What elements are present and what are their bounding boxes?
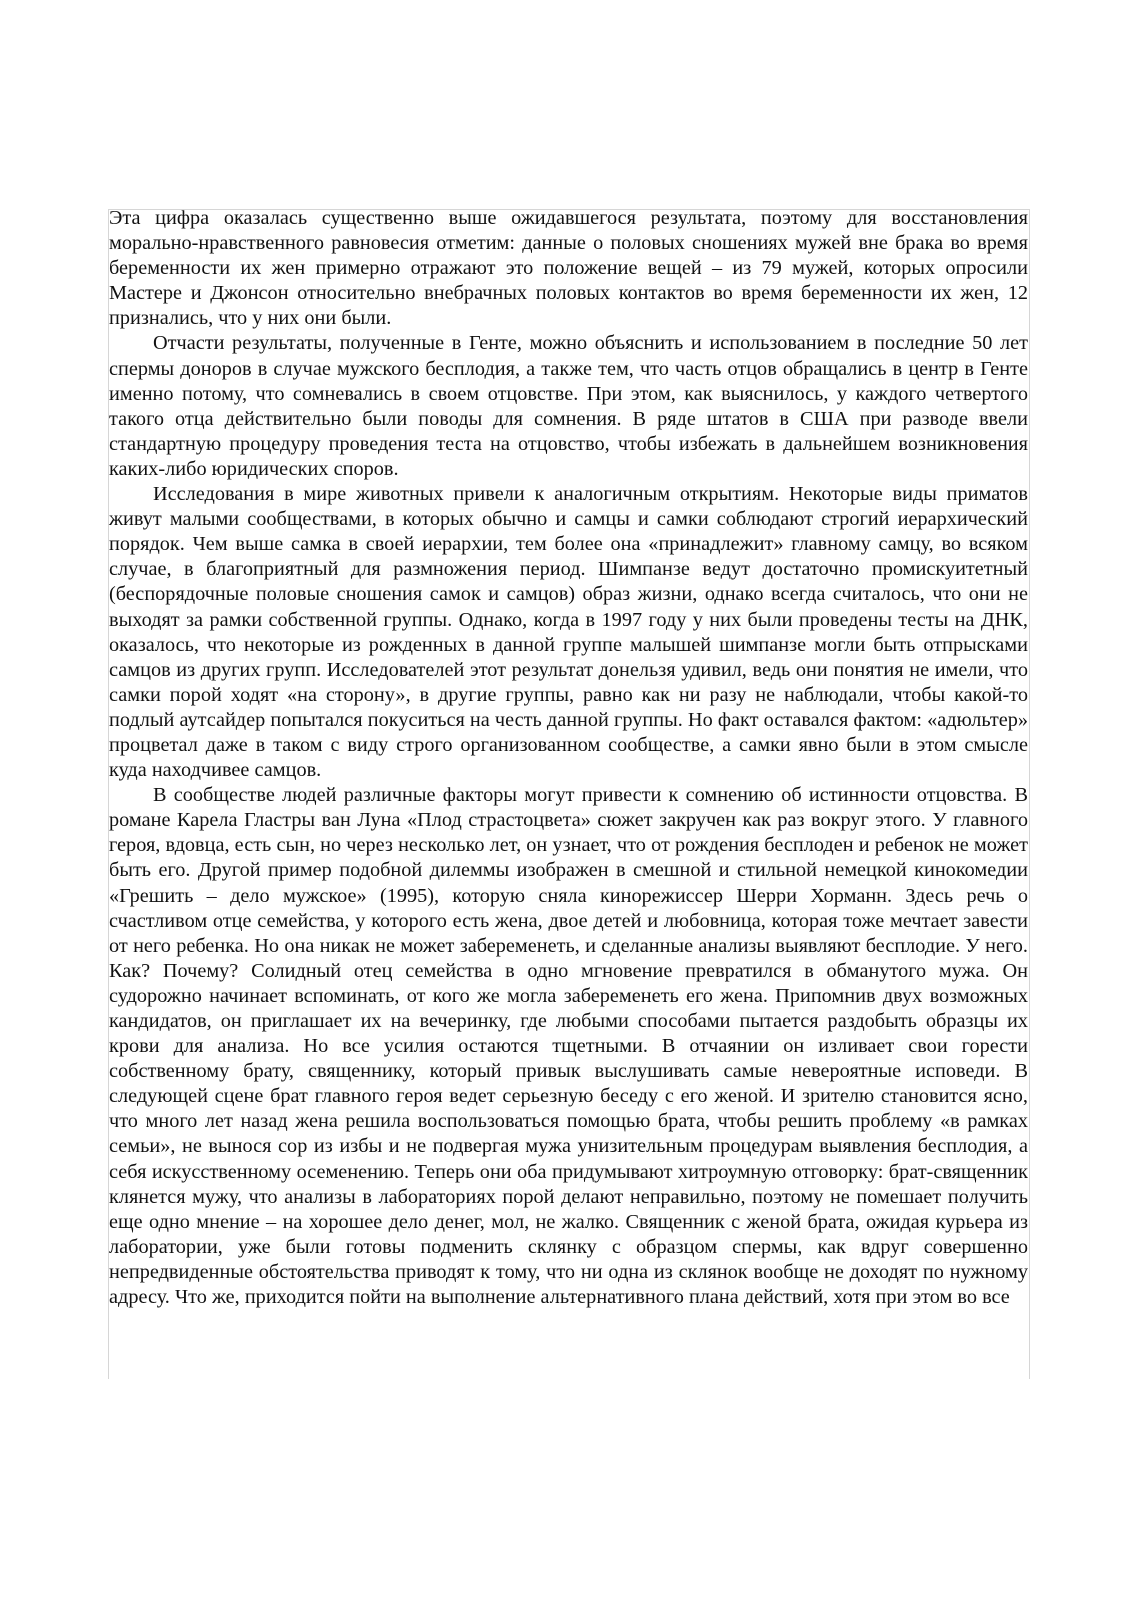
paragraph-4: В сообществе людей различные факторы могут привести к сомнению об истинности отцовства. В романе Карела Гластры ван Луна «Плод страстоцвета» сюжет закручен как раз вокруг этого. У главного героя, вдовца, есть сын, но через несколько лет, он узнает, что от рождения бесплоден и ребенок не может быть его. Другой пример подобной дилеммы изображен в смешной и стильной немецкой кинокомедии «Грешить – дело мужское» (1995), которую сняла кинорежиссер Шерри Хорманн. Здесь речь о счастливом отце семейства, у которого есть жена, двое детей и любовница, которая тоже мечтает завести от него ребенка. Но она никак не может забеременеть, и сделанные анализы выявляют бесплодие. У него. Как? Почему? Солидный отец семейства в одно мгновение превратился в обманутого мужа. Он судорожно начинает вспоминать, от кого же могла забеременеть его жена. Припомнив двух возможных кандидатов, он приглашает их на вечеринку, где любыми способами пытается раздобыть образцы их крови для анализа. Но все усилия остаются тщетными. В отчаянии он изливает свои горести собственному брату, священнику, который привык выслушивать самые невероятные исповеди. В следующей сцене брат главного героя ведет серьезную беседу с его женой. И зрителю становится ясно, что много лет назад жена решила воспользоваться помощью брата, чтобы решить проблему «в рамках семьи», не вынося сор из избы и не подвергая мужа унизительным процедурам выявления бесплодия, а себя искусственному осеменению. Теперь они оба придумывают хитроумную отговорку: брат-священник клянется мужу, что анализы в лабораториях порой делают неправильно, поэтому не помешает получить еще одно мнение – на хорошее дело денег, мол, не жалко. Священник с женой брата, ожидая курьера из лаборатории, уже были готовы подменить склянку с образцом спермы, как вдруг совершенно непредвиденные обстоятельства приводят к тому, что ни одна из склянок вообще не доходят по нужному адресу. Что же, приходится пойти на выполнение альтернативного плана действий, хотя при этом во все (109, 784, 1028, 1309)
paragraph-3: Исследования в мире животных привели к аналогичным открытиям. Некоторые виды приматов живут малыми сообществами, в которых обычно и самцы и самки соблюдают строгий иерархический порядок. Чем выше самка в своей иерархии, тем более она «принадлежит» главному самцу, во всяком случае, в благоприятный для размножения период. Шимпанзе ведут достаточно промискуитетный (беспорядочные половые сношения самок и самцов) образ жизни, однако всегда считалось, что они не выходят за рамки собственной группы. Однако, когда в 1997 году у них были проведены тесты на ДНК, оказалось, что некоторые из рожденных в данной группе малышей шимпанзе могли быть отпрысками самцов из других групп. Исследователей этот результат донельзя удивил, ведь они понятия не имели, что самки порой ходят «на сторону», в другие группы, равно как ни разу не наблюдали, чтобы какой-то подлый аутсайдер попытался покуситься на честь данной группы. Но факт оставался фактом: «адюльтер» процветал даже в таком с виду строго организованном сообществе, а самки явно были в этом смысле куда находчивее самцов. (109, 483, 1028, 782)
paragraph-1: Эта цифра оказалась существенно выше ожидавшегося результата, поэтому для восстановления морально-нравственного равновесия отметим: данные о половых сношениях мужей вне брака во время беременности их жен примерно отражают это положение вещей – из 79 мужей, которых опросили Мастере и Джонсон относительно внебрачных половых контактов во время беременности их жен, 12 признались, что у них они были. (109, 207, 1028, 330)
body-text (109, 206, 1028, 1310)
paragraph-2: Отчасти результаты, полученные в Генте, можно объяснить и использованием в последние 50 лет спермы доноров в случае мужского бесплодия, а также тем, что часть отцов обращались в центр в Генте именно потому, что сомневались в своем отцовстве. При этом, как выяснилось, у каждого четвертого такого отца действительно были поводы для сомнения. В ряде штатов в США при разводе ввели стандартную процедуру проведения теста на отцовство, чтобы избежать в дальнейшем возникновения каких-либо юридических споров. (109, 332, 1028, 480)
